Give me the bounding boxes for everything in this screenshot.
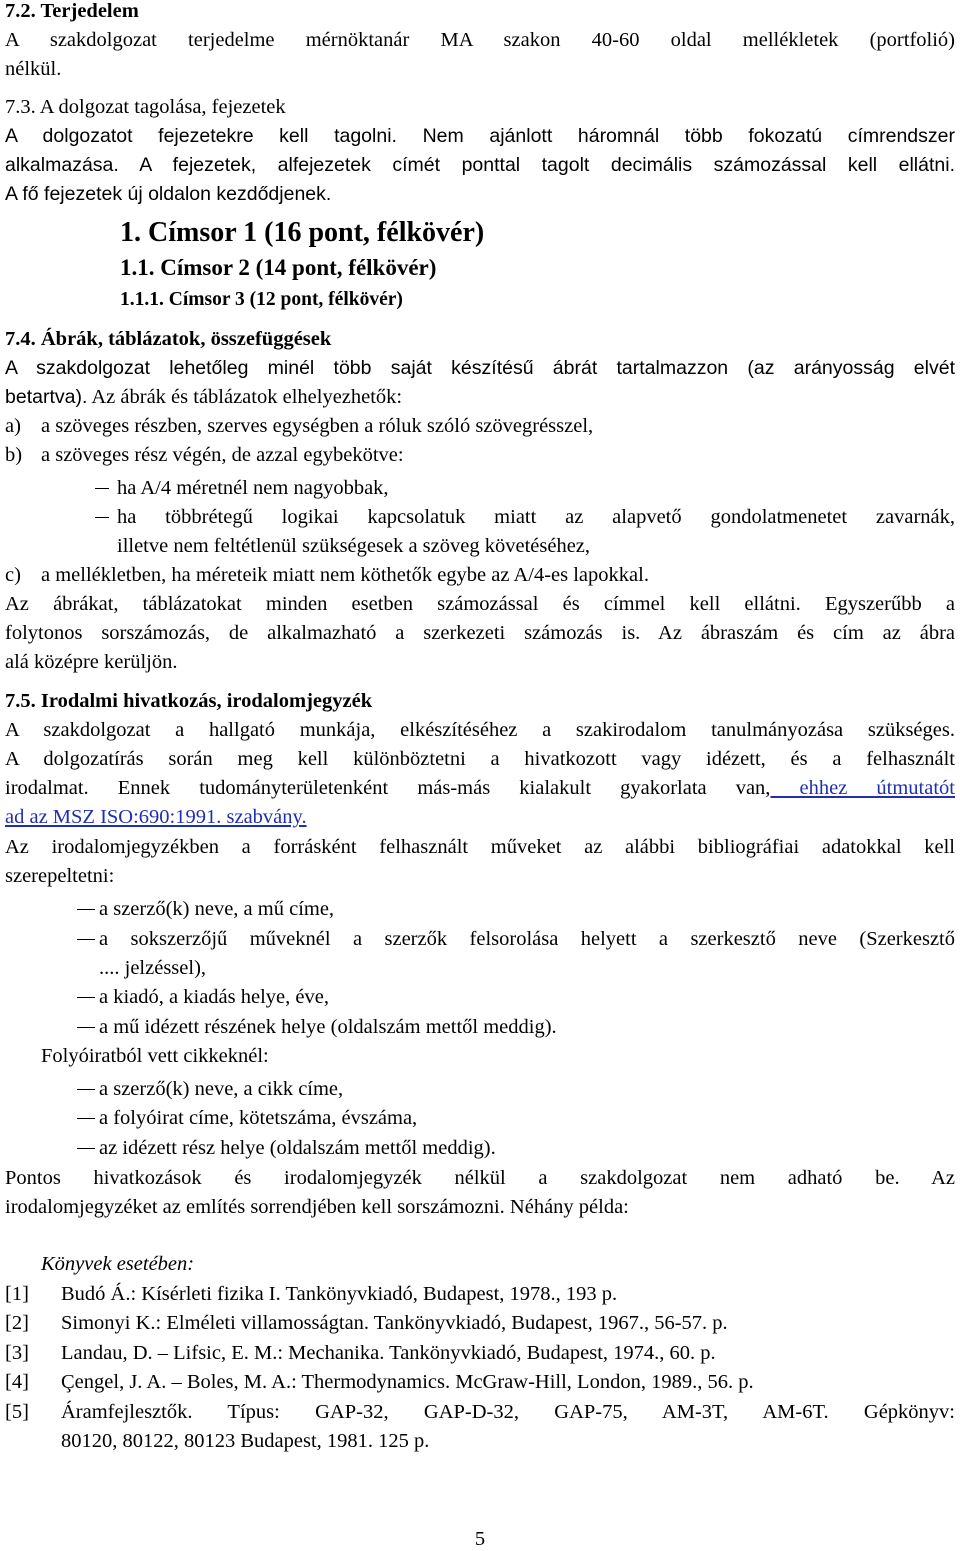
biblio-item-text: a sokszerzőjű műveknél a szerzők felsorolása helyett a szerkesztő neve (Szerkesztő: [99, 928, 955, 950]
section-7-3-title-text: 7.3. A dolgozat tagolása, fejezetek: [5, 96, 286, 118]
reference-number: [5]: [5, 1401, 29, 1423]
reference-text: Landau, D. – Lifsic, E. M.: Mechanika. Tankönyvkiadó, Budapest, 1974., 60. p.: [61, 1342, 716, 1364]
s74-text-part: betartva).: [5, 386, 88, 408]
dash-bullet-icon: [77, 939, 95, 940]
list-text: a mellékletben, ha méreteik miatt nem köthetők egybe az A/4-es lapokkal.: [41, 564, 649, 586]
list-label: a): [5, 415, 21, 437]
section-7-5-title: 7.5. Irodalmi hivatkozás, irodalomjegyzék: [5, 690, 373, 712]
biblio-item-text: a mű idézett részének helye (oldalszám mettől meddig).: [99, 1016, 557, 1038]
reference-text: Çengel, J. A. – Boles, M. A.: Thermodynamics. McGraw-Hill, London, 1989., 56. p.: [61, 1371, 754, 1393]
msz-iso-link-cont[interactable]: ad az MSZ ISO:690:1991. szabvány.: [5, 806, 307, 828]
dash-bullet-icon: [77, 1118, 95, 1119]
dash-bullet-icon: [77, 1089, 95, 1090]
list-label: c): [5, 564, 21, 586]
list-text: a szöveges részben, szerves egységben a róluk szóló szövegrésszel,: [41, 415, 594, 437]
reference-number: [2]: [5, 1312, 29, 1334]
section-7-4-title: 7.4. Ábrák, táblázatok, összefüggések: [5, 328, 332, 350]
journal-item-text: a folyóirat címe, kötetszáma, évszáma,: [99, 1107, 418, 1129]
books-label: Könyvek esetében:: [41, 1253, 195, 1275]
section-7-2-title: 7.2. Terjedelem: [5, 0, 139, 22]
page-number: 5: [474, 1528, 486, 1550]
sub-list-text-cont: illetve nem feltétlenül szükségesek a szöveg követéséhez,: [117, 535, 591, 557]
s75-text-line: A dolgozatírás során meg kell különböztetni a hivatkozott vagy idézett, és a felhasznált: [5, 748, 955, 770]
reference-text-cont: 80120, 80122, 80123 Budapest, 1981. 125 p.: [61, 1430, 430, 1452]
s73-text-line: A fő fejezetek új oldalon kezdődjenek.: [5, 183, 332, 205]
biblio-item-text: a szerző(k) neve, a mű címe,: [99, 898, 335, 920]
dash-bullet-icon: [95, 517, 109, 518]
s75-text-line: [5, 774, 955, 803]
s72-text-line: A szakdolgozat terjedelme mérnöktanár MA szakon 40-60 oldal mellékletek (portfolió): [5, 29, 955, 51]
reference-number: [1]: [5, 1283, 29, 1305]
s74-para-line: folytonos sorszámozás, de alkalmazható a szerkezeti számozás is. Az ábraszám és cím az ábra: [5, 622, 955, 644]
example-heading-1: 1. Címsor 1 (16 pont, félkövér): [120, 217, 485, 248]
dash-bullet-icon: [77, 1148, 95, 1149]
biblio-item-text: a kiadó, a kiadás helye, éve,: [99, 986, 329, 1008]
s75-text-line: A szakdolgozat a hallgató munkája, elkészítéséhez a szakirodalom tanulmányozása szükséges.: [5, 719, 955, 741]
s73-text-line: A dolgozatot fejezetekre kell tagolni. Nem ajánlott háromnál több fokozatú címrendszer: [5, 125, 955, 147]
biblio-item-cont: .... jelzéssel),: [99, 957, 207, 979]
dash-bullet-icon: [95, 488, 109, 489]
journal-item-text: az idézett rész helye (oldalszám mettől meddig).: [99, 1137, 496, 1159]
section-7-3-title: [5, 93, 955, 122]
s72-text-line: nélkül.: [5, 58, 62, 80]
reference-number: [4]: [5, 1371, 29, 1393]
sub-list-text: ha A/4 méretnél nem nagyobbak,: [117, 477, 389, 499]
s75-para-line: irodalomjegyzéket az említés sorrendjében kell sorszámozni. Néhány példa:: [5, 1196, 629, 1218]
example-heading-3: 1.1.1. Címsor 3 (12 pont, félkövér): [120, 289, 403, 310]
list-label: b): [5, 444, 23, 466]
list-text: a szöveges rész végén, de azzal egybekötve:: [41, 444, 404, 466]
journal-item-text: a szerző(k) neve, a cikk címe,: [99, 1078, 344, 1100]
reference-text: Simonyi K.: Elméleti villamosságtan. Tankönyvkiadó, Budapest, 1967., 56-57. p.: [61, 1312, 728, 1334]
dash-bullet-icon: [77, 1027, 95, 1028]
reference-text: Budó Á.: Kísérleti fizika I. Tankönyvkiadó, Budapest, 1978., 193 p.: [61, 1283, 618, 1305]
s75-text-part: irodalmat. Ennek tudományterületenként más-más kialakult gyakorlata van,: [5, 777, 771, 799]
s75-text-line: szerepeltetni:: [5, 865, 115, 887]
s75-para-line: Pontos hivatkozások és irodalomjegyzék nélkül a szakdolgozat nem adható be. Az: [5, 1167, 955, 1189]
journal-intro: Folyóiratból vett cikkeknél:: [41, 1045, 269, 1067]
reference-number: [3]: [5, 1342, 29, 1364]
s74-para-line: alá középre kerüljön.: [5, 651, 178, 673]
example-heading-2: 1.1. Címsor 2 (14 pont, félkövér): [120, 255, 437, 280]
s74-para-line: Az ábrákat, táblázatokat minden esetben számozással és címmel kell ellátni. Egyszerűbb a: [5, 593, 955, 615]
s73-text-line: alkalmazása. A fejezetek, alfejezetek címét ponttal tagolt decimális számozással kell ellátni.: [5, 154, 955, 176]
msz-iso-link[interactable]: ehhez útmutatót: [770, 777, 955, 799]
s74-text-part: Az ábrák és táblázatok elhelyezhetők:: [87, 386, 403, 408]
s75-link-line: [5, 803, 955, 832]
reference-text: Áramfejlesztők. Típus: GAP-32, GAP-D-32, GAP-75, AM-3T, AM-6T. Gépkönyv:: [61, 1401, 955, 1423]
dash-bullet-icon: [77, 909, 95, 910]
s75-text-line: Az irodalomjegyzékben a forrásként felhasznált műveket az alábbi bibliográfiai adatokkal kell: [5, 836, 955, 858]
dash-bullet-icon: [77, 997, 95, 998]
sub-list-text: ha többrétegű logikai kapcsolatuk miatt az alapvető gondolatmenetet zavarnák,: [117, 506, 955, 528]
s74-text-line: A szakdolgozat lehetőleg minél több saját készítésű ábrát tartalmazzon (az arányosság elvét: [5, 357, 955, 379]
s74-text-line: [5, 383, 955, 412]
